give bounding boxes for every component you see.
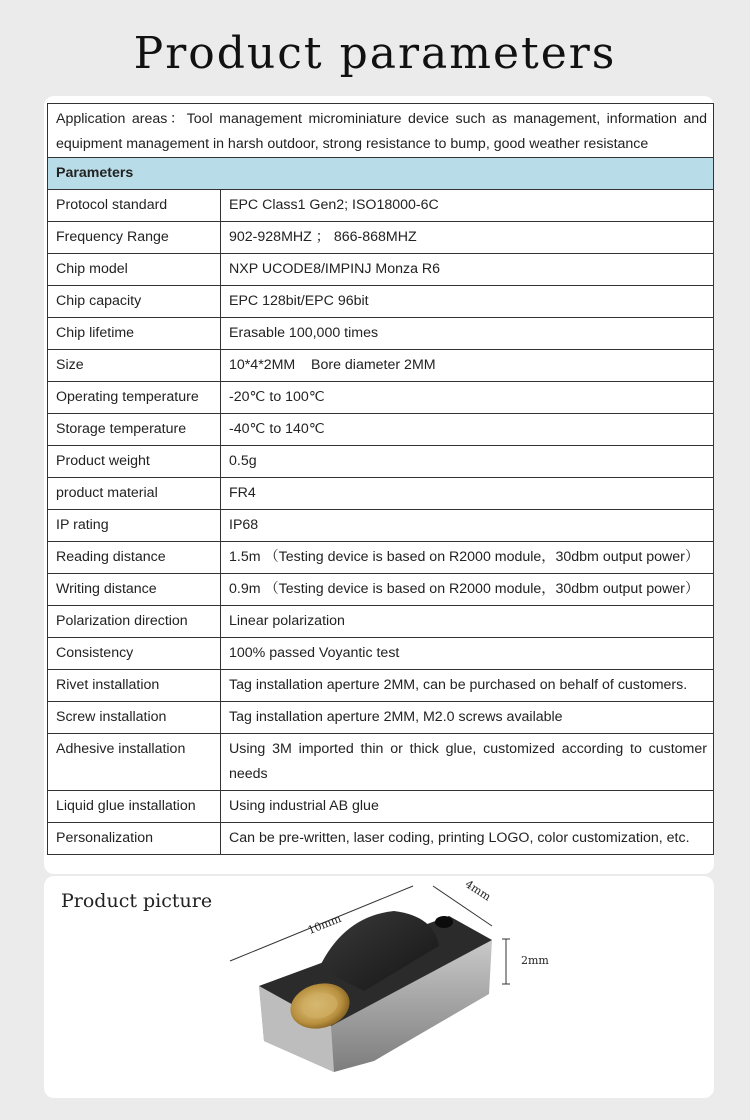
dim-length-label: 10mm xyxy=(305,911,344,938)
row-label: product material xyxy=(48,478,221,510)
row-label: IP rating xyxy=(48,510,221,542)
row-label: Liquid glue installation xyxy=(48,791,221,823)
row-value: Using 3M imported thin or thick glue, customized according to customer needs xyxy=(221,734,714,791)
tag-hole xyxy=(435,916,453,928)
table-row xyxy=(48,574,714,606)
row-label: Protocol standard xyxy=(48,190,221,222)
parameters-header: Parameters xyxy=(48,158,714,190)
row-value: -40℃ to 140℃ xyxy=(221,414,714,446)
dim-height-label: 2mm xyxy=(521,954,549,967)
row-value: 1.5m （Testing device is based on R2000 module，30dbm output power） xyxy=(221,542,714,574)
row-label: Personalization xyxy=(48,823,221,855)
row-value: Linear polarization xyxy=(221,606,714,638)
row-value: Tag installation aperture 2MM, can be purchased on behalf of customers. xyxy=(221,670,714,702)
product-picture-title: Product picture xyxy=(61,890,213,912)
table-row xyxy=(48,350,714,382)
row-label: Chip model xyxy=(48,254,221,286)
table-row xyxy=(48,318,714,350)
product-picture-panel xyxy=(44,876,714,1098)
row-label: Frequency Range xyxy=(48,222,221,254)
rfid-tag-image xyxy=(44,876,714,1098)
application-row xyxy=(48,104,714,158)
row-label: Reading distance xyxy=(48,542,221,574)
row-label: Chip capacity xyxy=(48,286,221,318)
row-value: 100% passed Voyantic test xyxy=(221,638,714,670)
table-row xyxy=(48,222,714,254)
table-row xyxy=(48,638,714,670)
row-label: Writing distance xyxy=(48,574,221,606)
row-label: Rivet installation xyxy=(48,670,221,702)
row-value: NXP UCODE8/IMPINJ Monza R6 xyxy=(221,254,714,286)
table-row xyxy=(48,190,714,222)
row-label: Size xyxy=(48,350,221,382)
parameters-header-row xyxy=(48,158,714,190)
row-value: 902-928MHZ ； 866-868MHZ xyxy=(221,222,714,254)
table-row xyxy=(48,791,714,823)
row-label: Product weight xyxy=(48,446,221,478)
table-row xyxy=(48,702,714,734)
table-row xyxy=(48,670,714,702)
table-row xyxy=(48,606,714,638)
table-row xyxy=(48,382,714,414)
table-row xyxy=(48,542,714,574)
row-label: Operating temperature xyxy=(48,382,221,414)
row-value: EPC Class1 Gen2; ISO18000-6C xyxy=(221,190,714,222)
table-row xyxy=(48,254,714,286)
parameters-table xyxy=(47,103,714,855)
table-row xyxy=(48,478,714,510)
row-label: Storage temperature xyxy=(48,414,221,446)
row-value: Tag installation aperture 2MM, M2.0 screws available xyxy=(221,702,714,734)
row-value: 0.5g xyxy=(221,446,714,478)
row-value: 10*4*2MM Bore diameter 2MM xyxy=(221,350,714,382)
table-row xyxy=(48,734,714,791)
dim-width-label: 4mm xyxy=(462,877,494,904)
table-row xyxy=(48,510,714,542)
row-label: Polarization direction xyxy=(48,606,221,638)
application-text: Application areas：Tool management microminiature device such as management, information and equipment management in harsh outdoor, strong resistance to bump, good weather resistance xyxy=(48,104,714,158)
row-label: Consistency xyxy=(48,638,221,670)
row-value: Can be pre-written, laser coding, printing LOGO, color customization, etc. xyxy=(221,823,714,855)
row-label: Adhesive installation xyxy=(48,734,221,791)
table-row xyxy=(48,286,714,318)
row-value: Erasable 100,000 times xyxy=(221,318,714,350)
row-value: 0.9m （Testing device is based on R2000 module，30dbm output power） xyxy=(221,574,714,606)
row-label: Chip lifetime xyxy=(48,318,221,350)
row-value: FR4 xyxy=(221,478,714,510)
row-label: Screw installation xyxy=(48,702,221,734)
row-value: Using industrial AB glue xyxy=(221,791,714,823)
row-value: IP68 xyxy=(221,510,714,542)
row-value: -20℃ to 100℃ xyxy=(221,382,714,414)
page-title: Product parameters xyxy=(133,28,617,79)
table-row xyxy=(48,446,714,478)
table-row xyxy=(48,414,714,446)
row-value: EPC 128bit/EPC 96bit xyxy=(221,286,714,318)
table-row xyxy=(48,823,714,855)
